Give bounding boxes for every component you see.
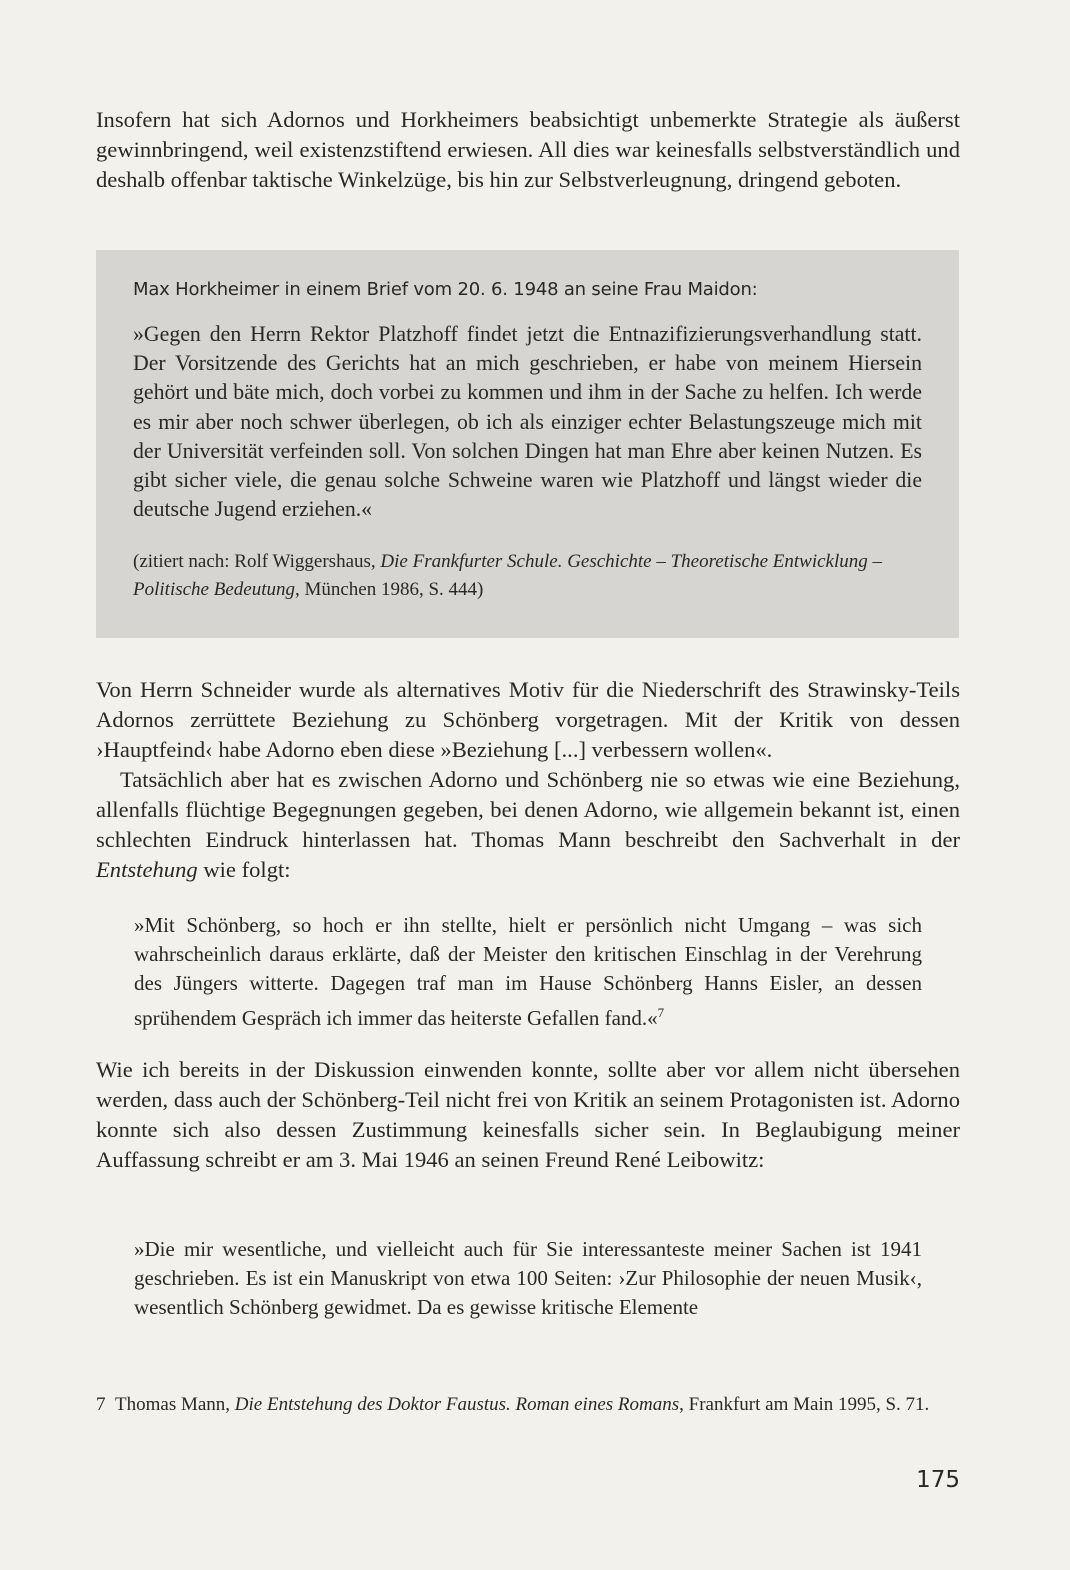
quote-box-source bbox=[133, 548, 922, 604]
block-quote-leibowitz: »Die mir wesentliche, und vielleicht auch für Sie interessanteste meiner Sachen ist 1941 geschrieben. Es ist ein Manuskript von etwa 100 Seiten: ›Zur Philosophie der neuen Musik‹, wesentlich Schönberg gewidmet. Da es gewisse kritische Elemente bbox=[134, 1237, 922, 1319]
quote-box bbox=[96, 250, 959, 638]
footnote-author: Thomas Mann, bbox=[115, 1394, 235, 1415]
block-quote-mann bbox=[134, 911, 922, 1033]
paragraph-schneider: Von Herrn Schneider wurde als alternatives Motiv für die Niederschrift des Strawinsky-Teils Adornos zerrüttete Beziehung zu Schönberg vorgetragen. Mit der Kritik von dessen ›Hauptfeind‹ habe Adorno eben diese »Beziehung [...] verbessern wollen«. bbox=[96, 677, 960, 762]
source-title: Die Frankfurter Schule. Geschichte – Theoretische Entwicklung – Politische Bedeutung bbox=[133, 551, 883, 601]
footnote-rest: , Frankfurt am Main 1995, S. 71. bbox=[679, 1394, 930, 1415]
page-number: 175 bbox=[916, 1467, 960, 1493]
paragraph-intro: Insofern hat sich Adornos und Horkheimers beabsichtigt unbemerkte Strategie als äußerst gewinnbringend, weil existenzstiftend erwiesen. All dies war keinesfalls selbstverständlich und deshalb offenbar taktische Winkelzüge, bis hin zur Selbstverleugnung, dringend geboten. bbox=[96, 107, 960, 192]
footnote-number: 7 bbox=[96, 1394, 106, 1415]
footnote-title: Die Entstehung des Doktor Faustus. Roman eines Romans bbox=[234, 1394, 680, 1415]
para3-italic: Entstehung bbox=[96, 857, 198, 882]
footnote-marker: 7 bbox=[657, 1005, 665, 1020]
para3-text-b: wie folgt: bbox=[197, 857, 291, 882]
quote-mann-text: »Mit Schönberg, so hoch er ihn stellte, hielt er persönlich nicht Umgang – was sich wahrscheinlich daraus erklärte, daß der Meister den kritischen Einschlag in der Verehrung des Jüngers witterte. Dagegen traf man im Hause Schönberg Hanns Eisler, an dessen sprühendem Gespräch ich immer das heiterste Gefallen fand.« bbox=[134, 913, 922, 1030]
source-prefix: (zitiert nach: Rolf Wiggershaus, bbox=[133, 551, 381, 573]
quote-box-text: »Gegen den Herrn Rektor Platzhoff findet jetzt die Entnazifizierungsverhandlung statt. Der Vorsitzende des Gerichts hat an mich geschrieben, er habe von meinem Hiersein gehört und bäte mich, doch vorbei zu kommen und ihm in der Sache zu helfen. Ich werde es mir aber noch schwer überlegen, ob ich als einziger echter Belastungszeuge mich mit der Universität verfeinden soll. Von solchen Dingen hat man Ehre aber keinen Nutzen. Es gibt sicher viele, die genau solche Schweine waren wie Platzhoff und längst wieder die deutsche Jugend erziehen.« bbox=[133, 322, 922, 522]
paragraph-diskussion: Wie ich bereits in der Diskussion einwenden konnte, sollte aber vor allem nicht übersehen werden, dass auch der Schönberg-Teil nicht frei von Kritik an seinem Protagonisten ist. Adorno konnte sich also dessen Zustimmung keinesfalls sicher sein. In Beglaubigung meiner Auffassung schreibt er am 3. Mai 1946 an seinen Freund René Leibowitz: bbox=[96, 1057, 960, 1172]
paragraph-beziehung bbox=[96, 765, 960, 885]
source-suffix: , München 1986, S. 444) bbox=[294, 579, 484, 601]
quote-box-heading: Max Horkheimer in einem Brief vom 20. 6. 1948 an seine Frau Maidon: bbox=[133, 279, 758, 300]
para3-text-a: Tatsächlich aber hat es zwischen Adorno und Schönberg nie so etwas wie eine Beziehung, allenfalls flüchtige Begegnungen gegeben, bei denen Adorno, wie allgemein bekannt ist, einen schlechten Eindruck hinterlassen hat. Thomas Mann beschreibt den Sachverhalt in der bbox=[96, 767, 960, 852]
footnote bbox=[96, 1390, 960, 1420]
